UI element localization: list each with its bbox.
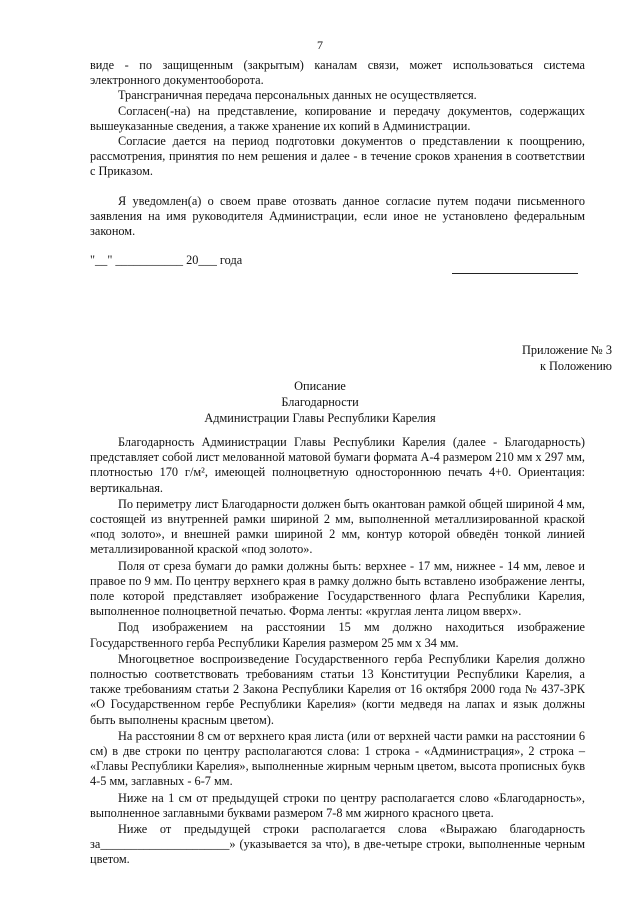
appendix-number: Приложение № 3 bbox=[521, 343, 612, 357]
paragraph: Ниже на 1 см от предыдущей строки по центру располагается слово «Благодарность», выполненное заглавными буквами размером 7-8 мм жирного красного цвета. bbox=[90, 790, 585, 820]
page-number: 7 bbox=[317, 38, 323, 52]
paragraph: Согласие дается на период подготовки документов о представлении к поощрению, рассмотрения, принятия по нем решения и далее - в течение сроков хранения в соответствии с Приказом. bbox=[90, 134, 585, 179]
paragraph: Под изображением на расстоянии 15 мм должно находиться изображение Государственного герба Республики Карелия размером 25 мм х 34 мм. bbox=[90, 620, 585, 650]
paragraph: Благодарность Администрации Главы Республики Карелия (далее - Благодарность) представляет собой лист мелованной матовой бумаги формата А-4 размером 210 мм х 297 мм, плотностью 170 г/м², имеющей полноцветную одностороннюю печать 4+0. Ориентация: вертикальная. bbox=[90, 435, 585, 495]
paragraph: По периметру лист Благодарности должен быть окантован рамкой общей шириной 4 мм, состоящей из внутренней рамки шириной 2 мм, выполненной металлизированной краской «под золото», и внешней рамки шириной 2 мм, контур которой обведён тонкой линией металлизированной краской «под золото». bbox=[90, 496, 585, 557]
title-line: Администрации Главы Республики Карелия bbox=[204, 411, 436, 425]
title-line: Описание bbox=[294, 379, 346, 393]
description-text bbox=[90, 435, 585, 869]
paragraph: виде - по защищенным (закрытым) каналам связи, может использоваться система электронного документооборота. bbox=[90, 58, 585, 88]
paragraph: Ниже от предыдущей строки располагается слова «Выражаю благодарность за_____________________» (указывается за что), в две-четыре строки, выполненные черным цветом. bbox=[90, 822, 585, 867]
date-line: "__" ___________ 20___ года bbox=[90, 253, 243, 267]
document-title bbox=[0, 378, 640, 426]
paragraph: На расстоянии 8 см от верхнего края листа (или от верхней части рамки на расстоянии 6 см) в две строки по центру располагаются слова: 1 строка - «Администрация», 2 строка – «Главы Республики Карелия», выполненные жирным черным цветом, высота прописных букв 4-5 мм, заглавных - 6-7 мм. bbox=[90, 728, 585, 789]
appendix-reference: к Положению bbox=[539, 359, 612, 373]
title-line: Благодарности bbox=[281, 395, 359, 409]
paragraph: Я уведомлен(а) о своем праве отозвать данное согласие путем подачи письменного заявления на имя руководителя Администрации, если иное не установлено федеральным законом. bbox=[90, 193, 585, 239]
appendix-header bbox=[522, 342, 612, 374]
paragraph: Согласен(-на) на представление, копирование и передачу документов, содержащих вышеуказанные сведения, а также хранение их копий в Администрации. bbox=[90, 103, 585, 133]
paragraph: Трансграничная передача персональных данных не осуществляется. bbox=[118, 88, 477, 103]
paragraph: Многоцветное воспроизведение Государственного герба Республики Карелия должно полностью соответствовать требованиям статьи 13 Конституции Республики Карелия, а также требованиям статьи 2 Закона Республики Карелия от 16 октября 2000 года № 437-ЗРК «О Государственном гербе Республики Карелия» (когти медведя на лапах и язык должны быть выполнены красным цветом). bbox=[90, 651, 585, 727]
paragraph: Поля от среза бумаги до рамки должны быть: верхнее - 17 мм, нижнее - 14 мм, левое и правое по 9 мм. По центру верхнего края в рамку должно быть вставлено изображение ленты, поле которой представляет изображение Государственного флага Республики Карелия, выполненное полноцветной печатью. Форма ленты: «круглая лента лицом вверх». bbox=[90, 558, 585, 619]
signature-line bbox=[452, 273, 578, 274]
consent-text bbox=[90, 58, 585, 239]
